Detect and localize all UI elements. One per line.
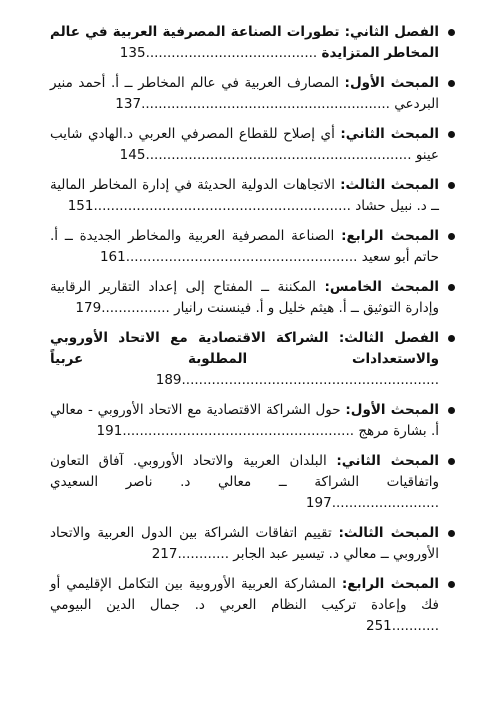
bullet-icon xyxy=(448,581,455,588)
page-number: 145 xyxy=(119,147,146,163)
toc-entry-section xyxy=(50,175,455,217)
entry-title: المشاركة العربية الأوروبية بين التكامل الإقليمي أو فك وإعادة تركيب النظام العربي د. جمال الدين البيومي xyxy=(50,576,439,613)
leader-dots: ............................................................ xyxy=(93,198,351,214)
toc-entry-section xyxy=(50,277,455,319)
section-label: المبحث الثاني: xyxy=(340,126,439,142)
leader-dots: ......................... xyxy=(331,495,439,511)
entry-title: المصارف العربية في عالم المخاطر ــ أ. أحمد منير البردعي xyxy=(50,75,439,112)
leader-dots: ........................................ xyxy=(145,45,318,61)
page-number: 217 xyxy=(151,546,178,562)
leader-dots: .......................................................... xyxy=(141,96,390,112)
section-label: المبحث الثالث: xyxy=(338,525,439,541)
bullet-icon xyxy=(448,131,455,138)
leader-dots: ............ xyxy=(177,546,229,562)
page-number: 179 xyxy=(75,300,102,316)
toc-entry-chapter-3 xyxy=(50,328,455,391)
page-number: 251 xyxy=(366,618,392,634)
leader-dots: .............................................................. xyxy=(145,147,412,163)
page-number: 135 xyxy=(119,45,146,61)
bullet-icon xyxy=(448,530,455,537)
section-label: المبحث الأول: xyxy=(344,75,439,91)
toc-entry-section xyxy=(50,124,455,166)
toc-entry-chapter-2 xyxy=(50,22,455,64)
entry-title: تقييم اتفاقات الشراكة بين الدول العربية والاتحاد الأوروبي ــ معالي د. تيسير عبد الجابر xyxy=(50,525,439,562)
bullet-icon xyxy=(448,407,455,414)
section-label: المبحث الرابع: xyxy=(341,228,439,244)
section-label: المبحث الثاني: xyxy=(336,453,439,469)
toc-entry-section xyxy=(50,400,455,442)
toc-entry-section xyxy=(50,574,455,637)
leader-dots: ...................................................... xyxy=(125,249,358,265)
page-number: 189 xyxy=(155,372,182,388)
toc-entry-section xyxy=(50,451,455,514)
bullet-icon xyxy=(448,182,455,189)
entry-title: الصناعة المصرفية العربية والمخاطر الجديدة ــ أ. حاتم أبو سعيد xyxy=(50,228,439,265)
entry-title: أي إصلاح للقطاع المصرفي العربي د.الهادي شايب عينو xyxy=(50,126,439,163)
bullet-icon xyxy=(448,284,455,291)
entry-title: المكننة ــ المفتاح إلى إعداد التقارير الرقابية وإدارة التوثيق ــ أ. هيثم خليل و أ. فينسنت رانيار xyxy=(50,279,439,316)
page-number: 137 xyxy=(115,96,142,112)
page-number: 191 xyxy=(96,423,123,439)
leader-dots: ...................................................... xyxy=(122,423,355,439)
leader-dots: ........... xyxy=(391,618,439,634)
bullet-icon xyxy=(448,458,455,465)
page-number: 197 xyxy=(305,495,332,511)
entry-title: الفصل الثاني: تطورات الصناعة المصرفية العربية في عالم المخاطر المتزايدة xyxy=(50,24,439,61)
page-number: 151 xyxy=(67,198,94,214)
toc-entry-section xyxy=(50,73,455,115)
page-number: 161 xyxy=(99,249,126,265)
leader-dots: ............................................................ xyxy=(181,372,439,388)
entry-title: الاتجاهات الدولية الحديثة في إدارة المخاطر المالية ــ د. نبيل حشاد xyxy=(50,177,439,214)
toc-entry-section xyxy=(50,226,455,268)
bullet-icon xyxy=(448,233,455,240)
leader-dots: ................ xyxy=(101,300,170,316)
section-label: المبحث الأول: xyxy=(345,402,439,418)
bullet-icon xyxy=(448,335,455,342)
entry-title: البلدان العربية والاتحاد الأوروبي. آفاق التعاون واتفاقيات الشراكة ــ معالي د. ناصر السعيدي xyxy=(50,453,439,490)
section-label: المبحث الخامس: xyxy=(324,279,439,295)
entry-title: الفصل الثالث: الشراكة الاقتصادية مع الاتحاد الأوروبي والاستعدادات المطلوبة عربياً xyxy=(50,330,439,367)
section-label: المبحث الرابع: xyxy=(341,576,439,592)
entry-title: حول الشراكة الاقتصادية مع الاتحاد الأوروبي - معالي أ. بشارة مرهج xyxy=(50,402,439,439)
table-of-contents xyxy=(50,22,455,646)
section-label: المبحث الثالث: xyxy=(340,177,439,193)
bullet-icon xyxy=(448,80,455,87)
bullet-icon xyxy=(448,29,455,36)
toc-entry-section xyxy=(50,523,455,565)
